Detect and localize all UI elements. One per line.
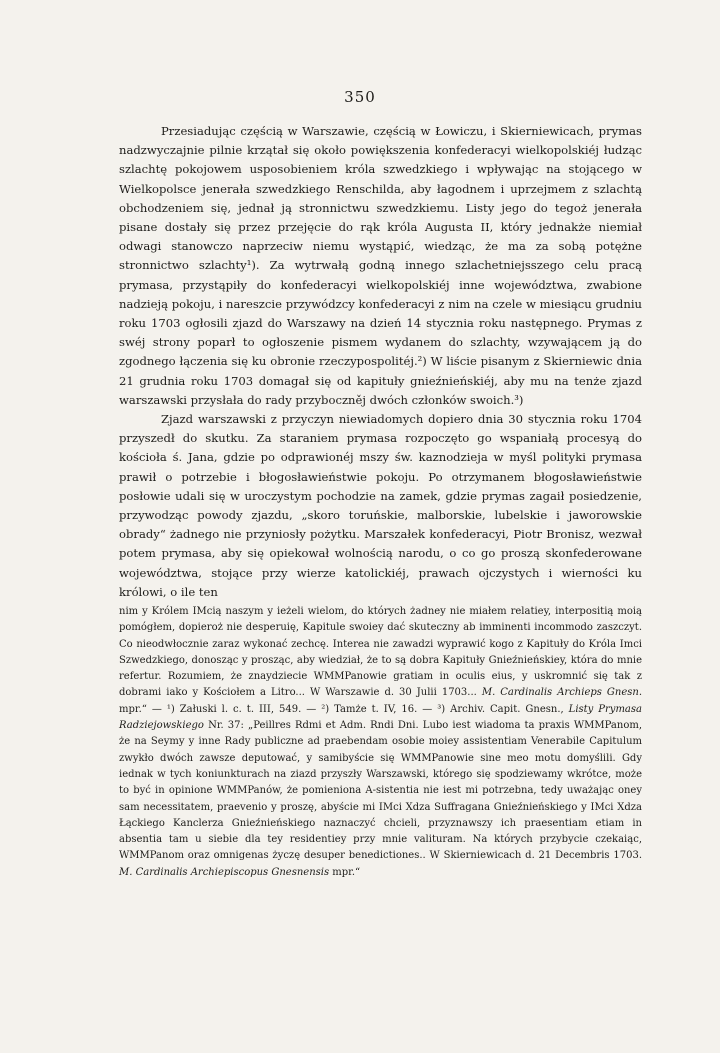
footnote-source-title: Listy Prymasa Radziejowskiego [119,703,642,732]
paragraph-2: Zjazd warszawski z przyczyn niewiadomych dopiero dnia 30 stycznia roku 1704 przyszedł do skutku. Za staraniem prymasa rozpoczęto go wspaniałą procesyą do kościoła ś. Jana, gdzie po odprawionéj mszy św. kaznodzieja w myśl polityki prymasa prawił o potrzebie i błogosławieństwie pokoju. Po otrzymanem błogosławieństwie posłowie udali się w uroczystym pochodzie na zamek, gdzie prymas zagaił posiedzenie, przywodząc powody zjazdu, „skoro toruńskie, malborskie, lubelskie i jaworowskie obrady“ żadnego nie przyniosły pożytku. Marszałek konfederacyi, Piotr Bronisz, wezwał potem prymasa, aby się opiekował wolnością narodu, o co go proszą skonfederowane województwa, stojące przy wierze katolickiéj, prawach ojczystych i wierności ku królowi, o ile ten [119,412,642,599]
footnote-signature-2: M. Cardinalis Archiepiscopus Gnesnensis [119,866,330,878]
paragraph-1: Przesiadując częścią w Warszawie, częścią w Łowiczu, i Skierniewicach, prymas nadzwyczajnie pilnie krzątał się około powiększenia konfederacyi wielkopolskiéj łudząc szlachtę pokojowem usposobieniem króla szwedzkiego i wpływając na stojącego w Wielkopolsce jenerała szwedzkiego Renschilda, aby łagodnem i uprzejmem z szlachtą obchodzeniem się, jednał ją stronnictwu szwedzkiemu. Listy jego do tegoż jenerała pisane dostały się przez przejęcie do rąk króla Augusta II, który jednakże niemiał odwagi stanowczo naprzeciw niemu wystąpić, wiedząc, że ma za sobą potężne stronnictwo szlachty¹). Za wytrwałą godną innego szlachetniejsszego celu pracą prymasa, przystąpiły do konfederacyi wielkopolskiéj inne województwa, zwabione nadzieją pokoju, i nareszcie przywódzcy konfederacyi z nim na czele w miesiącu grudniu roku 1703 ogłosili zjazd do Warszawy na dzień 14 stycznia roku następnego. Prymas z swéj strony poparł to ogłoszenie pismem wydanem do szlachty, wzywającem ją do zgodnego łączenia się ku obronie rzeczypospolitéj.²) W liście pisanym z Skierniewic dnia 21 grudnia roku 1703 domagał się od kapituły gnieźnieńskiéj, aby mu na tenże zjazd warszawski przysłała do rady przyboczněj dwóch członków swoich.³) [119,124,642,407]
footnote-text-a: nim y Królem IMcią naszym y ieżeli wielom, do których żadney nie miałem relatiey, interpositią moią pomógłem, dopieroż nie desperuię, Kapitule swoiey dać skuteczny ab imminenti incommodo zaszczyt. Co nieodwłocznie zaraz wykonać zechcę. Interea nie zawadzi wyprawić kogo z Kapituły do Króla Imci Szwedzkiego, donosząc y prosząc, aby wiedział, że to są dobra Kapituły Gnieźnieńskiey, która do mnie refertur. Rozumiem, że znaydziecie WMMPanowie gratiam in oculis eius, y uskromnić się tak z dobrami iako y Kościołem a Litro... W Warszawie d. 30 Julii 1703... [119,606,642,699]
footnote-signature: M. Cardinalis Archieps Gnesn. [481,687,642,699]
footnote-text-c: Nr. 37: „Peillres Rdmi et Adm. Rndi Dni. Lubo iest wiadoma ta praxis WMMPanom, że na Seymy y inne Rady publiczne ad praebendam osobie moiey assistentiam Venerabile Capitulum zwykło dwóch zawsze deputować, y samibyście się WMMPanowie sine meo motu domyślili. Gdy iednak w tych koniunkturach na ziazd przyszły Warszawski, którego się spodziewamy wkrótce, może to być in opinione WMMPanów, że pomieniona A-sistentia nie iest mi potrzebna, tedy uważając oney sam necessitatem, praevenio y proszę, abyście mi IMci Xdza Suffragana Gnieźnieńskiego y IMci Xdza Łąckiego Kanclerza Gnieźnieńskiego naznaczyć chcieli, przyznawszy ich praesentiam etiam in absentia tam u siebie dla tey residentiey przy mnie valituram. Na których przybycie czekaiąc, WMMPanom oraz omnigenas życzę desuper benedictiones.. W Skierniewicach d. 21 Decembris 1703. [119,720,643,862]
footnote-end: mpr.“ [332,866,361,878]
footnote-text-b: mpr.“ — ¹) Załuski l. c. t. III, 549. — ²) Tamże t. IV, 16. — ³) Archiv. Capit. Gnesn., [119,703,564,715]
main-text [119,122,642,602]
page-number: 350 [344,88,376,106]
footnote-block [119,604,642,881]
footnotes [119,604,642,881]
